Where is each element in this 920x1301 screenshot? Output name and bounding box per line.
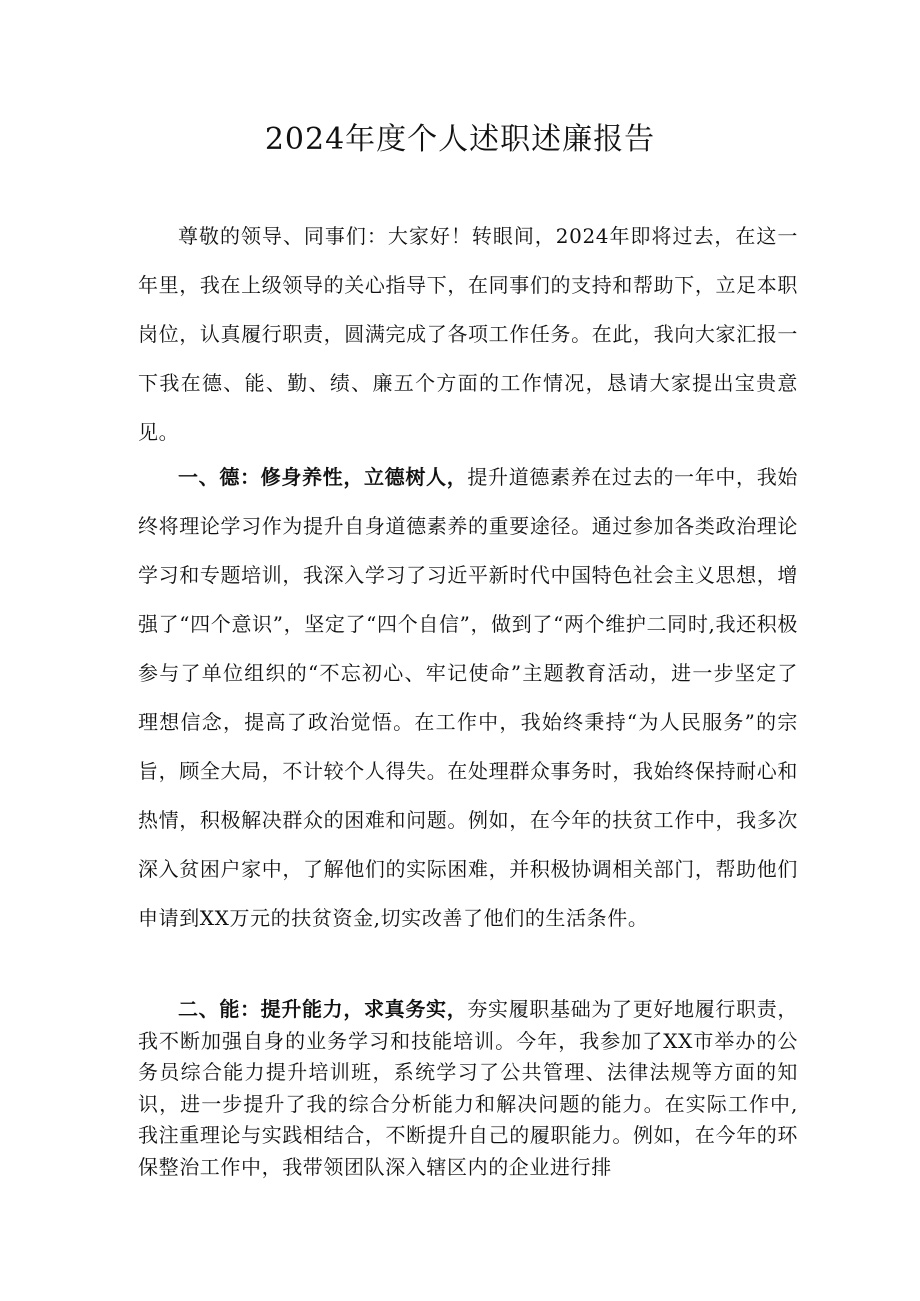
section-heading-neng: 二、能：提升能力，求真务实， (178, 997, 468, 1021)
document-title: 2024年度个人述职述廉报告 (264, 122, 656, 157)
paragraph-greeting (138, 212, 798, 457)
paragraph-text: 夯实履职基础为了更好地履行职责，我不断加强自身的业务学习和技能培训。今年，我参加了XX市举办的公务员综合能力提升培训班，系统学习了公共管理、法律法规等方面的知识，进一步提升了我的综合分析能力和解决问题的能力。在实际工作中,我注重理论与实践相结合，不断提升自己的履职能力。例如，在今年的环保整治工作中，我带领团队深入辖区内的企业进行排 (138, 997, 798, 1179)
paragraph-text: 提升道德素养在过去的一年中，我始终将理论学习作为提升自身道德素养的重要途径。通过参加各类政治理论学习和专题培训，我深入学习了习近平新时代中国特色社会主义思想，增强了“四个意识”，坚定了“四个自信”，做到了“两个维护二同时,我还积极参与了单位组织的“不忘初心、牢记使命”主题教育活动，进一步坚定了理想信念，提高了政治觉悟。在工作中，我始终秉持“为人民服务”的宗旨，顾全大局，不计较个人得失。在处理群众事务时，我始终保持耐心和热情，积极解决群众的困难和问题。例如，在今年的扶贫工作中，我多次深入贫困户家中，了解他们的实际困难，并积极协调相关部门，帮助他们申请到XX万元的扶贫资金,切实改善了他们的生活条件。 (138, 465, 798, 930)
paragraph-section-neng (138, 994, 798, 1183)
paragraph-text: 尊敬的领导、同事们：大家好！转眼间，2024年即将过去，在这一年里，我在上级领导的关心指导下，在同事们的支持和帮助下，立足本职岗位，认真履行职责，圆满完成了各项工作任务。在此，我向大家汇报一下我在德、能、勤、绩、廉五个方面的工作情况，恳请大家提出宝贵意见。 (138, 224, 798, 444)
paragraph-section-de (138, 453, 798, 943)
section-heading-de: 一、德：修身养性，立德树人， (178, 465, 468, 489)
